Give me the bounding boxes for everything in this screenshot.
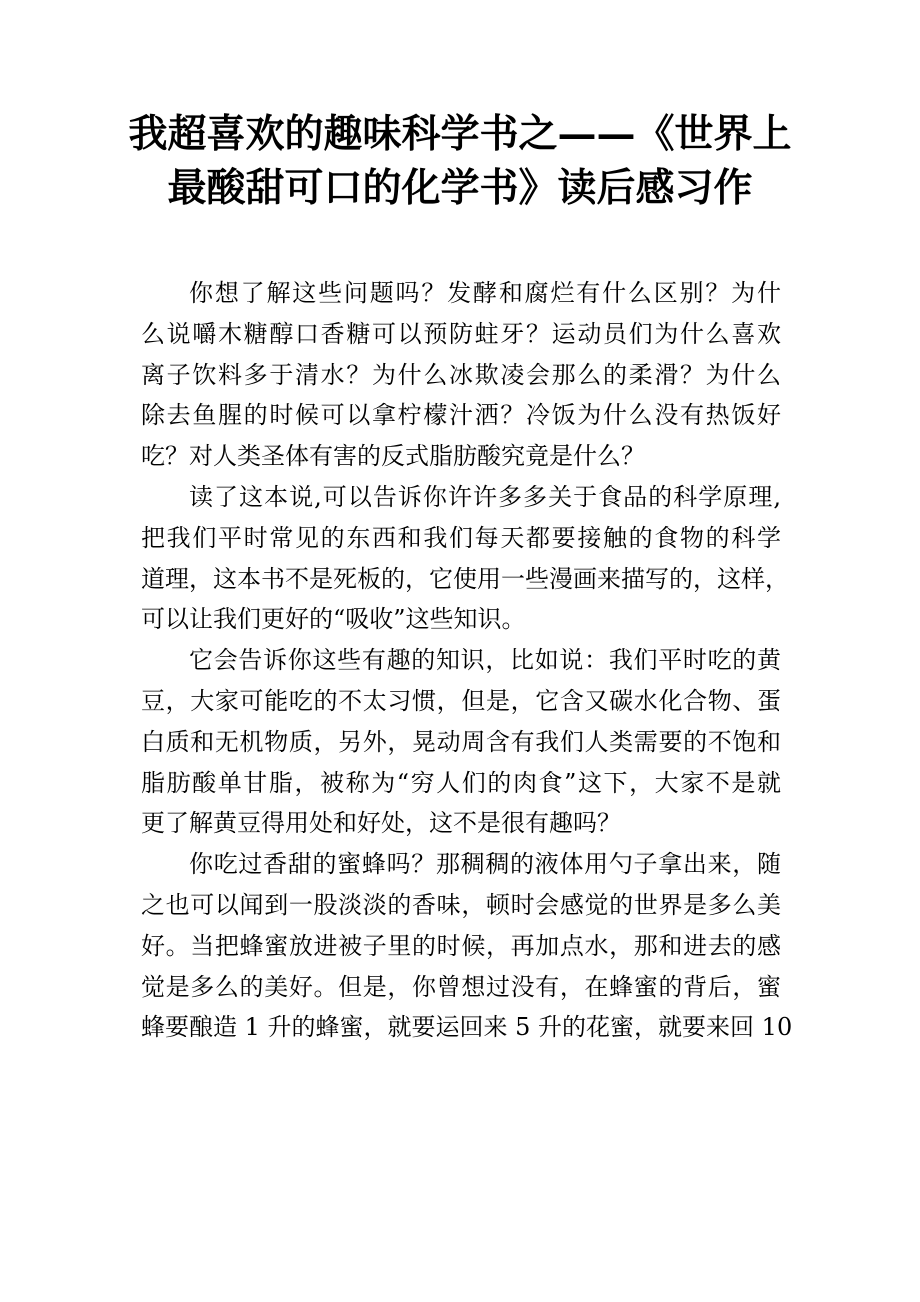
text-line: 离子饮料多于清水？为什么冰欺凌会那么的柔滑？为什么 (141, 360, 781, 389)
text-line: 么说嚼木糖醇口香糖可以预防蛀牙？运动员们为什么喜欢 (141, 319, 781, 348)
document-title (120, 107, 800, 215)
text-line: 蜂要酿造 1 升的蜂蜜，就要运回来 5 升的花蜜，就要来回 10 (141, 1013, 793, 1042)
text-line: 之也可以闻到一股淡淡的香味，顿时会感觉的世界是多么美 (141, 890, 781, 919)
text-line: 更了解黄豆得用处和好处，这不是很有趣吗？ (141, 809, 621, 838)
text-line: 豆，大家可能吃的不太习惯，但是，它含又碳水化合物、蛋 (141, 686, 781, 715)
text-line: 它会告诉你这些有趣的知识，比如说：我们平时吃的黄 (189, 646, 781, 675)
paragraph-3 (141, 640, 781, 844)
text-line: 可以让我们更好的“吸收”这些知识。 (141, 605, 526, 634)
title-line: 最酸甜可口的化学书》读后感习作 (167, 165, 753, 211)
text-line: 道理，这本书不是死板的，它使用一些漫画来描写的，这样， (141, 564, 789, 593)
text-line: 好。当把蜂蜜放进被子里的时候，再加点水，那和进去的感 (141, 931, 781, 960)
paragraph-2 (141, 477, 789, 640)
text-line: 你想了解这些问题吗？发酵和腐烂有什么区别？为什 (189, 279, 781, 307)
text-line: 读了这本说,可以告诉你许许多多关于食品的科学原理, (189, 482, 781, 511)
title-line: 我超喜欢的趣味科学书之——《世界上 (128, 111, 792, 157)
document-body (141, 273, 793, 1048)
paragraph-4 (141, 844, 793, 1048)
text-line: 吃？对人类圣体有害的反式脂肪酸究竟是什么？ (141, 442, 645, 471)
text-line: 白质和无机物质，另外，晃动周含有我们人类需要的不饱和 (141, 727, 781, 756)
text-line: 脂肪酸单甘脂，被称为“穷人们的肉食”这下，大家不是就 (141, 768, 781, 797)
text-line: 觉是多么的美好。但是，你曾想过没有，在蜂蜜的背后，蜜 (141, 972, 781, 1001)
text-line: 你吃过香甜的蜜蜂吗？那稠稠的液体用勺子拿出来，随 (189, 850, 781, 879)
text-line: 除去鱼腥的时候可以拿柠檬汁洒？冷饭为什么没有热饭好 (141, 401, 781, 430)
paragraph-1 (141, 273, 781, 477)
text-line: 把我们平时常见的东西和我们每天都要接触的食物的科学 (141, 523, 781, 552)
